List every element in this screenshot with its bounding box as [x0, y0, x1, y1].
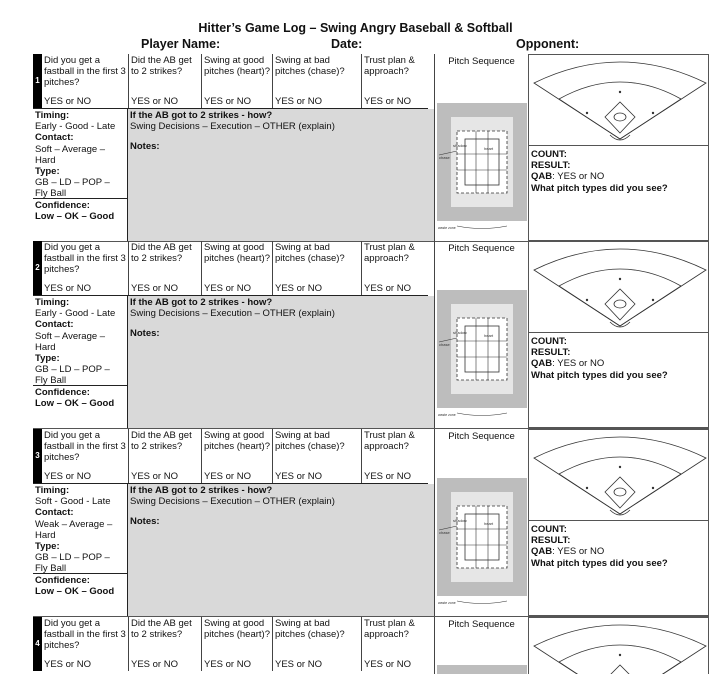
confidence-options[interactable]: Low – OK – Good	[35, 398, 115, 410]
field-diagram-box[interactable]	[528, 54, 709, 146]
type-options[interactable]: GB – LD – POP – Fly Ball	[35, 177, 110, 200]
two-strikes-notes-area[interactable]	[128, 109, 434, 241]
pitch-types-label: What pitch types did you see?	[531, 182, 668, 194]
result-label-text: RESULT	[531, 347, 568, 359]
question-text: Trust plan & approach?	[364, 430, 415, 453]
contact-label-text: Contact	[35, 507, 71, 519]
confidence-label: Confidence:	[35, 575, 90, 586]
pitch-sequence-label: Pitch Sequence	[448, 619, 515, 630]
strike-zone-diagram	[437, 290, 527, 418]
answer-yes-no[interactable]: YES or NO	[131, 282, 178, 294]
qab-value[interactable]: YES or NO	[557, 358, 605, 370]
result-label-text: RESULT	[531, 160, 568, 172]
answer-yes-no[interactable]: YES or NO	[275, 95, 322, 107]
timing-label-text: Timing	[35, 297, 66, 308]
question-text: Did you get a fastball in the first 3 pitches?	[44, 242, 126, 276]
question-cell	[129, 617, 202, 671]
question-cell	[273, 617, 362, 671]
question-text: Trust plan & approach?	[364, 55, 415, 78]
result-label-text: RESULT	[531, 535, 568, 547]
timing-contact-type-box	[33, 484, 128, 573]
pitch-sequence-label: Pitch Sequence	[448, 56, 515, 67]
qab-row: QAB: YES or NO	[531, 171, 605, 183]
confidence-label-text: Confidence	[35, 200, 87, 211]
question-cell	[362, 54, 434, 108]
timing-label: Timing:	[35, 110, 70, 121]
heart-label: heart	[484, 146, 494, 151]
count-label: COUNT:	[531, 149, 567, 160]
notes-label: Notes:	[130, 141, 160, 153]
answer-yes-no[interactable]: YES or NO	[44, 282, 91, 294]
confidence-box	[33, 385, 128, 428]
two-strikes-options: Swing Decisions – Execution – OTHER (explain)	[130, 121, 335, 133]
strike-zone-diagram	[437, 103, 527, 231]
answer-yes-no[interactable]: YES or NO	[204, 470, 251, 482]
timing-options[interactable]: Early - Good - Late	[35, 308, 116, 320]
count-label-text: COUNT	[531, 336, 564, 347]
two-strikes-notes-area[interactable]	[128, 484, 434, 616]
count-label-text: COUNT	[531, 149, 564, 160]
pitch-sequence-label: Pitch Sequence	[448, 243, 515, 254]
question-cell	[362, 429, 434, 483]
question-text: Did the AB get to 2 strikes?	[131, 618, 192, 641]
confidence-label: Confidence:	[35, 387, 90, 398]
question-text: Trust plan & approach?	[364, 618, 415, 641]
field-diagram-box[interactable]	[528, 241, 709, 333]
question-text: Swing at bad pitches (chase)?	[275, 55, 345, 78]
count-result-box[interactable]	[528, 146, 709, 241]
notes-label: Notes:	[130, 328, 160, 340]
question-cell	[129, 429, 202, 483]
contact-options[interactable]: Soft – Average – Hard	[35, 330, 106, 353]
heart-label: heart	[484, 333, 494, 338]
qab-label: QAB	[531, 171, 553, 183]
result-label: RESULT:	[531, 535, 571, 547]
contact-options[interactable]: Weak – Average – Hard	[35, 518, 113, 541]
question-text: Did you get a fastball in the first 3 pitches?	[44, 430, 126, 464]
count-label: COUNT:	[531, 336, 567, 347]
question-text: Did you get a fastball in the first 3 pitches?	[44, 618, 126, 652]
two-strikes-heading: If the AB got to 2 strikes - how?	[130, 297, 273, 308]
question-cell	[42, 241, 129, 295]
answer-yes-no[interactable]: YES or NO	[364, 470, 411, 482]
pitch-types-label: What pitch types did you see?	[531, 557, 668, 569]
question-cell	[273, 429, 362, 483]
type-label-text: Type	[35, 541, 57, 553]
strike-zone-diagram	[437, 478, 527, 606]
question-text: Swing at good pitches (heart)?	[204, 430, 271, 453]
question-text: Swing at bad pitches (chase)?	[275, 242, 345, 265]
entry-number: 1	[33, 54, 42, 108]
shadow-label: shadow	[453, 143, 467, 148]
count-result-box[interactable]	[528, 521, 709, 616]
log-entry	[33, 429, 709, 616]
question-text: Swing at good pitches (heart)?	[204, 242, 271, 265]
answer-yes-no[interactable]: YES or NO	[131, 95, 178, 107]
question-cell	[362, 617, 434, 671]
pitch-sequence-cell	[434, 617, 528, 674]
question-cell	[273, 54, 362, 108]
result-label: RESULT:	[531, 347, 571, 359]
type-label: Type:	[35, 541, 60, 553]
question-cell	[202, 429, 273, 483]
strike-zone-partial	[437, 665, 527, 674]
question-cell	[202, 54, 273, 108]
contact-label-text: Contact	[35, 319, 71, 331]
answer-yes-no[interactable]: YES or NO	[204, 282, 251, 294]
question-cell	[42, 429, 129, 483]
qab-row: QAB: YES or NO	[531, 546, 605, 558]
answer-yes-no[interactable]: YES or NO	[204, 658, 251, 670]
timing-label-text: Timing	[35, 110, 66, 121]
question-cell	[129, 241, 202, 295]
two-strikes-heading: If the AB got to 2 strikes - how?	[130, 485, 273, 496]
waste-zone-label: waste zone	[438, 413, 456, 417]
qab-value[interactable]: YES or NO	[557, 546, 605, 558]
type-label: Type:	[35, 353, 60, 365]
type-options[interactable]: GB – LD – POP – Fly Ball	[35, 364, 110, 387]
question-text: Did the AB get to 2 strikes?	[131, 55, 192, 78]
confidence-box	[33, 573, 128, 616]
strike-zone[interactable]	[437, 103, 527, 231]
confidence-label: Confidence:	[35, 200, 90, 211]
waste-zone-label: waste zone	[438, 601, 456, 605]
entry-number: 2	[33, 241, 42, 295]
question-cell	[42, 617, 129, 671]
two-strikes-options: Swing Decisions – Execution – OTHER (explain)	[130, 496, 335, 508]
contact-label-text: Contact	[35, 132, 71, 144]
heart-label: heart	[484, 521, 494, 526]
type-label: Type:	[35, 166, 60, 178]
page-title: Hitter’s Game Log – Swing Angry Baseball & Softball	[198, 21, 513, 35]
question-cell	[362, 241, 434, 295]
type-options[interactable]: GB – LD – POP – Fly Ball	[35, 552, 110, 575]
strike-zone[interactable]	[437, 290, 527, 418]
waste-zone-label: waste zone	[438, 226, 456, 230]
question-text: Swing at bad pitches (chase)?	[275, 618, 345, 641]
log-entry	[33, 54, 709, 241]
answer-yes-no[interactable]: YES or NO	[275, 470, 322, 482]
baseball-field-diagram	[529, 242, 710, 334]
timing-label-text: Timing	[35, 485, 66, 496]
contact-label: Contact:	[35, 319, 74, 331]
answer-yes-no[interactable]: YES or NO	[364, 95, 411, 107]
pitch-sequence-cell	[434, 241, 528, 428]
qab-label: QAB	[531, 358, 553, 370]
contact-options[interactable]: Soft – Average – Hard	[35, 143, 106, 166]
log-entry	[33, 617, 709, 674]
question-cell	[202, 617, 273, 671]
question-text: Did you get a fastball in the first 3 pitches?	[44, 55, 126, 89]
timing-contact-type-box	[33, 296, 128, 385]
confidence-label-text: Confidence	[35, 387, 87, 398]
count-label-text: COUNT	[531, 524, 564, 535]
qab-value[interactable]: YES or NO	[557, 171, 605, 183]
question-cell	[129, 54, 202, 108]
confidence-box	[33, 198, 128, 241]
answer-yes-no[interactable]: YES or NO	[44, 95, 91, 107]
notes-label: Notes:	[130, 516, 160, 528]
two-strikes-options: Swing Decisions – Execution – OTHER (explain)	[130, 308, 335, 320]
baseball-field-diagram	[529, 618, 709, 674]
entry-number: 3	[33, 429, 42, 483]
timing-options[interactable]: Soft - Good - Late	[35, 496, 111, 508]
pitch-sequence-label: Pitch Sequence	[448, 431, 515, 442]
date-label: Date:	[331, 37, 363, 51]
shadow-label: shadow	[453, 330, 467, 335]
confidence-options[interactable]: Low – OK – Good	[35, 211, 115, 223]
question-cell	[273, 241, 362, 295]
question-text: Swing at good pitches (heart)?	[204, 55, 271, 78]
question-text: Swing at bad pitches (chase)?	[275, 430, 345, 453]
question-cell	[202, 241, 273, 295]
answer-yes-no[interactable]: YES or NO	[364, 658, 411, 670]
pitch-types-label: What pitch types did you see?	[531, 369, 668, 381]
chase-label: chase	[439, 155, 450, 160]
timing-label: Timing:	[35, 485, 70, 496]
answer-yes-no[interactable]: YES or NO	[44, 658, 91, 670]
answer-yes-no[interactable]: YES or NO	[44, 470, 91, 482]
chase-label: chase	[439, 530, 450, 535]
field-diagram-box[interactable]	[528, 429, 709, 521]
answer-yes-no[interactable]: YES or NO	[131, 470, 178, 482]
timing-label: Timing:	[35, 297, 70, 308]
qab-label: QAB	[531, 546, 553, 558]
timing-options[interactable]: Early - Good - Late	[35, 121, 116, 133]
count-label: COUNT:	[531, 524, 567, 535]
pitch-sequence-cell	[434, 54, 528, 241]
confidence-options[interactable]: Low – OK – Good	[35, 586, 115, 598]
question-text: Swing at good pitches (heart)?	[204, 618, 271, 641]
timing-contact-type-box	[33, 109, 128, 198]
answer-yes-no[interactable]: YES or NO	[275, 658, 322, 670]
question-text: Did the AB get to 2 strikes?	[131, 430, 192, 453]
strike-zone[interactable]	[437, 478, 527, 606]
baseball-field-diagram	[529, 430, 710, 522]
baseball-field-diagram	[529, 55, 710, 147]
shadow-label: shadow	[453, 518, 467, 523]
log-entry	[33, 241, 709, 428]
result-label: RESULT:	[531, 160, 571, 172]
type-label-text: Type	[35, 166, 57, 178]
question-text: Did the AB get to 2 strikes?	[131, 242, 192, 265]
answer-yes-no[interactable]: YES or NO	[204, 95, 251, 107]
contact-label: Contact:	[35, 507, 74, 519]
two-strikes-heading: If the AB got to 2 strikes - how?	[130, 110, 273, 121]
qab-row: QAB: YES or NO	[531, 358, 605, 370]
confidence-label-text: Confidence	[35, 575, 87, 586]
question-text: Trust plan & approach?	[364, 242, 415, 265]
pitch-sequence-cell	[434, 429, 528, 616]
player-name-label: Player Name:	[141, 37, 221, 51]
two-strikes-notes-area[interactable]	[128, 296, 434, 428]
opponent-label: Opponent:	[516, 37, 580, 51]
contact-label: Contact:	[35, 132, 74, 144]
answer-yes-no[interactable]: YES or NO	[275, 282, 322, 294]
type-label-text: Type	[35, 353, 57, 365]
question-cell	[42, 54, 129, 108]
count-result-box[interactable]	[528, 333, 709, 428]
answer-yes-no[interactable]: YES or NO	[131, 658, 178, 670]
field-diagram-box[interactable]	[528, 617, 709, 674]
answer-yes-no[interactable]: YES or NO	[364, 282, 411, 294]
entry-number: 4	[33, 617, 42, 671]
chase-label: chase	[439, 342, 450, 347]
